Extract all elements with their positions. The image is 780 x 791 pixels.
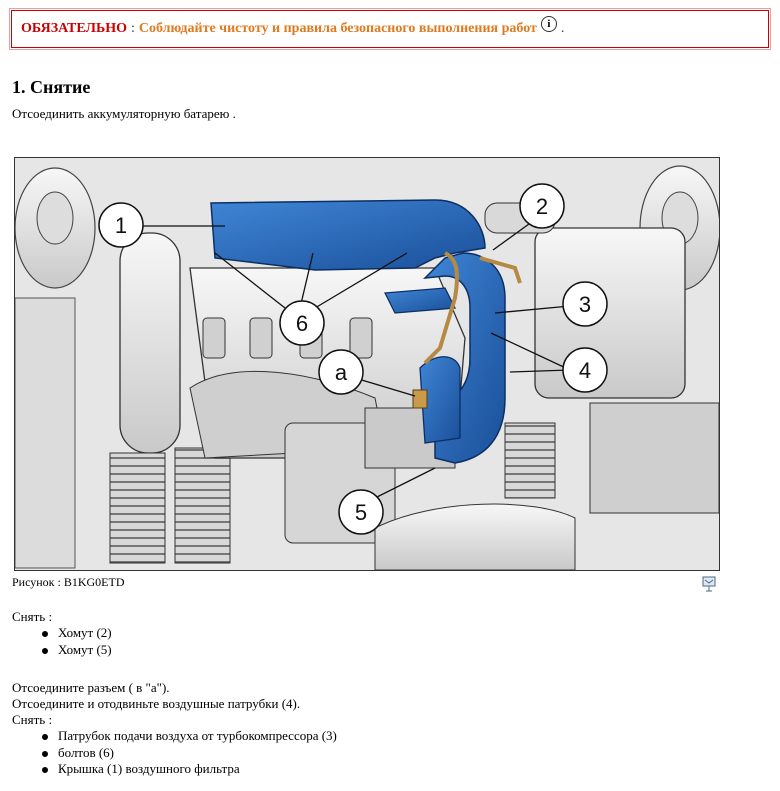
list-item: Патрубок подачи воздуха от турбокомпрессора (3) bbox=[12, 728, 337, 745]
callout-6 bbox=[280, 301, 324, 345]
remove-list-2 bbox=[12, 728, 337, 778]
remove-heading-2: Снять : bbox=[12, 712, 53, 727]
callout-label-a: a bbox=[334, 360, 348, 385]
callout-label-1: 1 bbox=[114, 213, 128, 238]
print-icon[interactable] bbox=[702, 576, 716, 592]
callout-4 bbox=[563, 348, 607, 392]
step-move-air-pipes: Отсоедините и отодвиньте воздушные патрубки (4). bbox=[12, 696, 301, 711]
engine-figure bbox=[14, 157, 720, 571]
callout-label-6: 6 bbox=[295, 311, 309, 336]
callout-2 bbox=[520, 184, 564, 228]
section-title: 1. Снятие bbox=[12, 77, 91, 97]
remove-list-1 bbox=[12, 625, 112, 658]
step-disconnect-connector: Отсоедините разъем ( в "а"). bbox=[12, 680, 170, 695]
list-item: Крышка (1) воздушного фильтра bbox=[12, 761, 337, 778]
list-item: болтов (6) bbox=[12, 745, 337, 762]
warning-trailing: . bbox=[560, 21, 565, 36]
intro-text: Отсоединить аккумуляторную батарею . bbox=[12, 106, 236, 121]
callout-1 bbox=[99, 203, 143, 247]
warning-text: Соблюдайте чистоту и правила безопасного выполнения работ bbox=[138, 21, 537, 36]
callout-label-2: 2 bbox=[535, 194, 549, 219]
callout-a bbox=[319, 350, 363, 394]
warning-box bbox=[11, 10, 769, 48]
callout-label-4: 4 bbox=[578, 358, 592, 383]
info-icon[interactable]: i bbox=[541, 16, 557, 32]
warning-separator: : bbox=[131, 21, 135, 36]
list-item: Хомут (2) bbox=[12, 625, 112, 642]
callout-3 bbox=[563, 282, 607, 326]
callout-5 bbox=[339, 490, 383, 534]
list-item: Хомут (5) bbox=[12, 642, 112, 659]
engine-illustration bbox=[15, 158, 719, 570]
callout-label-3: 3 bbox=[578, 292, 592, 317]
warning-label: ОБЯЗАТЕЛЬНО bbox=[21, 21, 128, 36]
remove-heading-1: Снять : bbox=[12, 609, 53, 624]
figure-caption: Рисунок : B1KG0ETD bbox=[12, 575, 125, 589]
callout-label-5: 5 bbox=[354, 500, 368, 525]
